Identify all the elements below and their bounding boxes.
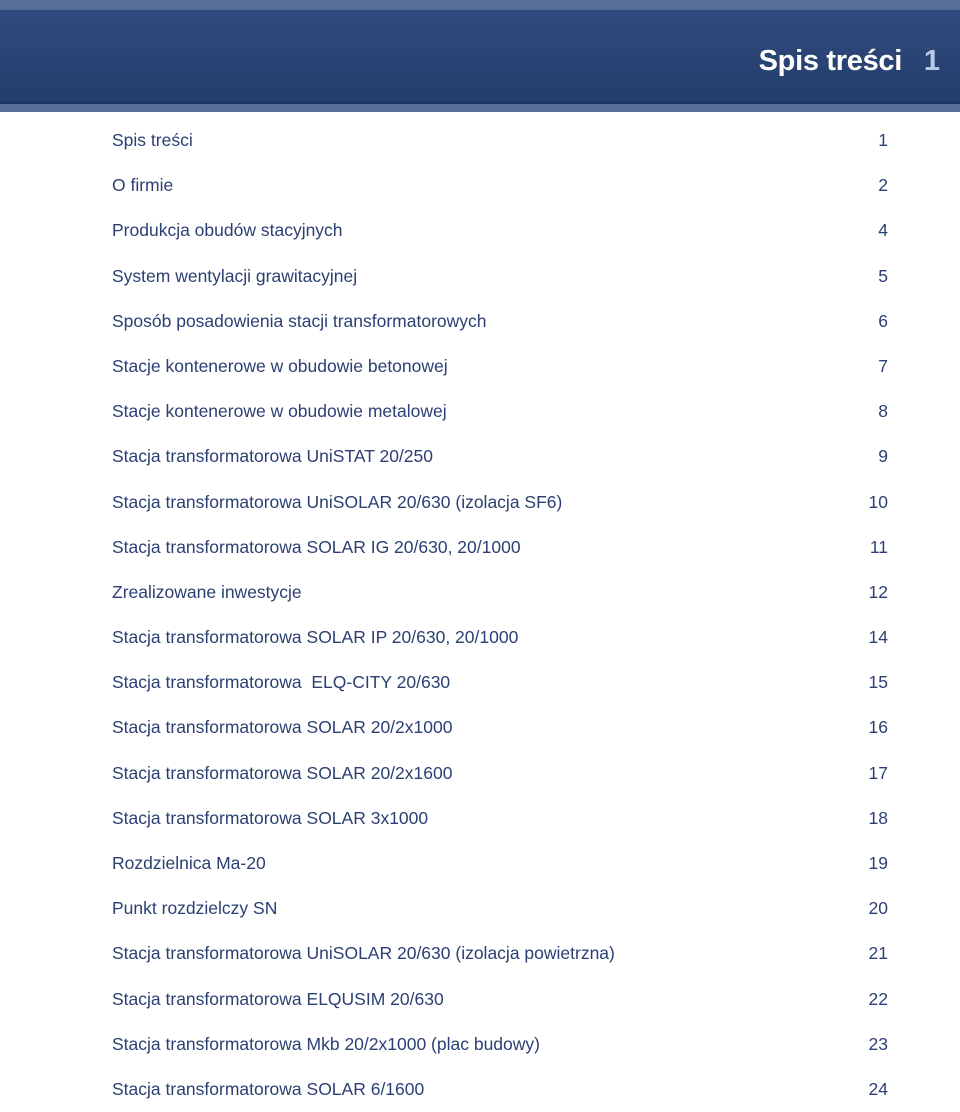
toc-item[interactable] (112, 434, 888, 479)
toc-item-page: 5 (878, 265, 888, 286)
toc-item-label: Stacja transformatorowa SOLAR 6/1600 (112, 1078, 425, 1099)
header-band (0, 0, 960, 112)
toc-item[interactable] (112, 570, 888, 615)
toc-item-page: 8 (878, 401, 888, 422)
toc-item-label: Zrealizowane inwestycje (112, 581, 302, 602)
toc-item-page: 16 (868, 717, 888, 738)
toc-item-page: 4 (878, 220, 888, 241)
toc-item-page: 18 (868, 807, 888, 828)
toc-item-page: 22 (868, 988, 888, 1009)
toc-item-label: Stacje kontenerowe w obudowie betonowej (112, 355, 448, 376)
header-page-number: 1 (923, 45, 940, 77)
toc-item-page: 12 (868, 581, 888, 602)
toc-item-label: Stacja transformatorowa SOLAR IP 20/630, 20/1000 (112, 627, 519, 648)
toc-item-label: Rozdzielnica Ma-20 (112, 853, 266, 873)
toc-item-label: Stacja transformatorowa SOLAR 3x1000 (112, 807, 429, 828)
toc-item-label: Stacja transformatorowa ELQUSIM 20/630 (112, 988, 444, 1009)
header-bar (0, 8, 960, 104)
toc-item-page: 19 (868, 853, 888, 873)
toc-item[interactable] (112, 796, 888, 841)
toc-item-page: 20 (868, 898, 888, 919)
toc-item[interactable] (112, 660, 888, 705)
toc-item-label: System wentylacji grawitacyjnej (112, 265, 358, 286)
toc-item-label: Spis treści (112, 130, 193, 150)
toc-item[interactable] (112, 1067, 888, 1112)
table-of-contents (112, 118, 888, 1112)
toc-item-page: 21 (868, 943, 888, 964)
toc-item-page: 1 (878, 130, 888, 150)
toc-item-label: Produkcja obudów stacyjnych (112, 220, 343, 241)
toc-item-page: 10 (868, 491, 888, 512)
toc-item-page: 2 (878, 175, 888, 196)
toc-item[interactable] (112, 705, 888, 750)
toc-item[interactable] (112, 118, 888, 163)
page-title: Spis treści (758, 45, 902, 77)
toc-item[interactable] (112, 886, 888, 931)
toc-item-label: Punkt rozdzielczy SN (112, 898, 278, 919)
toc-item[interactable] (112, 1022, 888, 1067)
toc-item-label: Stacja transformatorowa UniSOLAR 20/630 (izolacja SF6) (112, 491, 563, 512)
toc-item[interactable] (112, 389, 888, 434)
toc-item-label: Stacja transformatorowa SOLAR 20/2x1600 (112, 762, 453, 783)
toc-item-label: Stacja transformatorowa Mkb 20/2x1000 (plac budowy) (112, 1033, 540, 1054)
toc-item[interactable] (112, 977, 888, 1022)
toc-item-page: 7 (878, 355, 888, 376)
toc-item[interactable] (112, 208, 888, 253)
toc-item-label: Stacja transformatorowa SOLAR 20/2x1000 (112, 717, 453, 738)
toc-item-page: 24 (868, 1078, 888, 1099)
toc-item[interactable] (112, 344, 888, 389)
toc-item-label: Sposób posadowienia stacji transformatorowych (112, 310, 487, 331)
toc-item-label: Stacja transformatorowa ELQ-CITY 20/630 (112, 672, 451, 693)
toc-item-label: Stacja transformatorowa SOLAR IG 20/630, 20/1000 (112, 536, 521, 557)
toc-item-label: Stacje kontenerowe w obudowie metalowej (112, 401, 447, 422)
toc-item-label: Stacja transformatorowa UniSOLAR 20/630 (izolacja powietrzna) (112, 943, 615, 964)
toc-item[interactable] (112, 254, 888, 299)
toc-item[interactable] (112, 751, 888, 796)
toc-item-page: 14 (868, 627, 888, 648)
toc-item[interactable] (112, 163, 888, 208)
toc-item-page: 6 (878, 310, 888, 331)
toc-item-page: 17 (868, 762, 888, 783)
toc-item-label: Stacja transformatorowa UniSTAT 20/250 (112, 446, 433, 467)
toc-item[interactable] (112, 480, 888, 525)
toc-item[interactable] (112, 931, 888, 976)
toc-item-page: 11 (869, 536, 888, 557)
toc-item[interactable] (112, 525, 888, 570)
toc-item-label: O firmie (112, 175, 174, 196)
toc-item[interactable] (112, 615, 888, 660)
toc-item[interactable] (112, 299, 888, 344)
toc-item-page: 9 (878, 446, 888, 467)
toc-item-page: 23 (868, 1033, 888, 1054)
toc-item[interactable] (112, 841, 888, 886)
toc-item-page: 15 (868, 672, 888, 693)
